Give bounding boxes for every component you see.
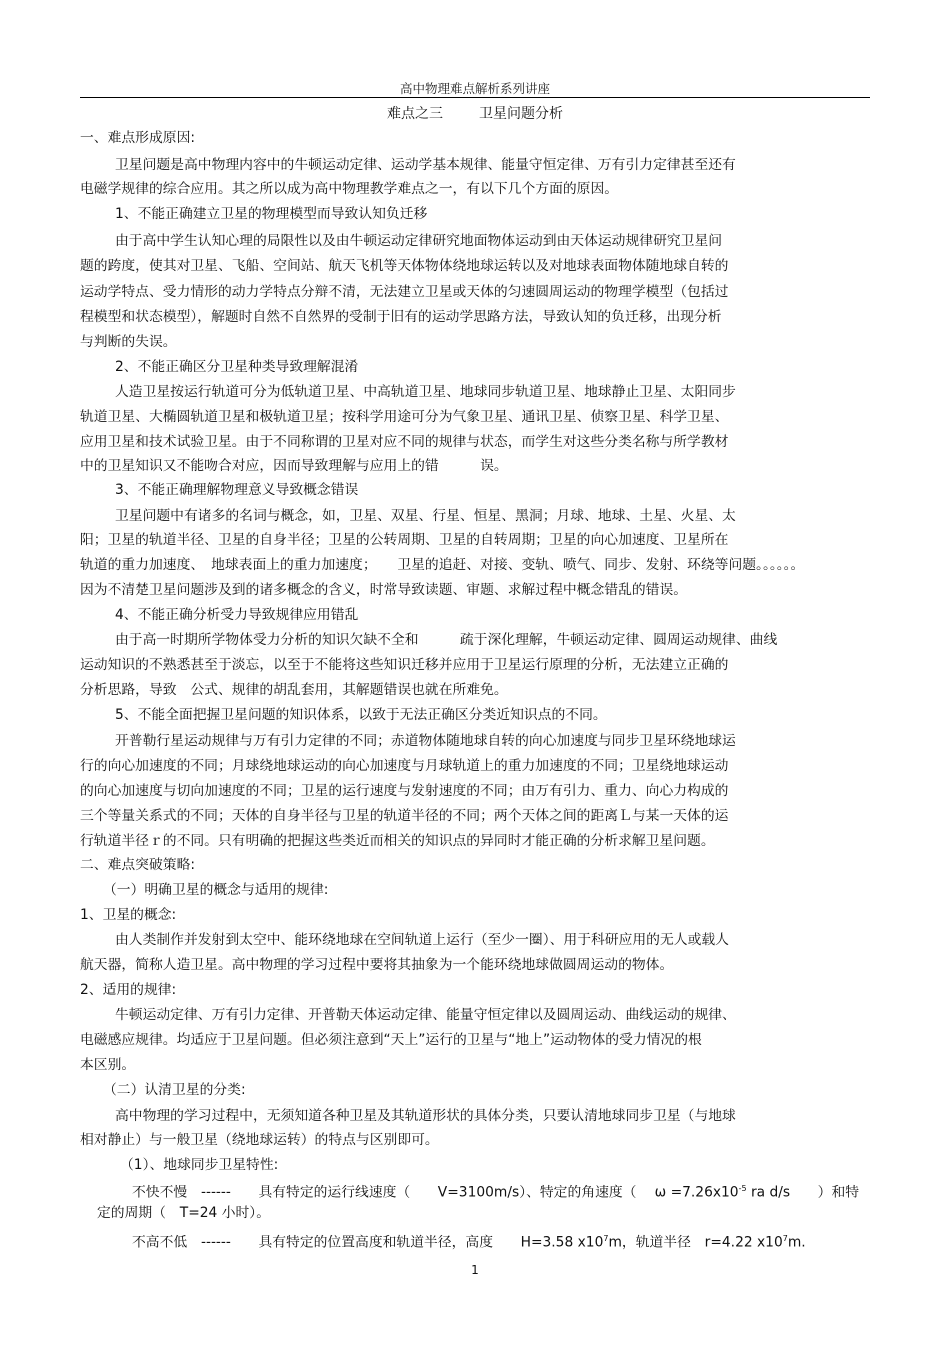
text-line: 分析思路，导致 公式、规律的胡乱套用，其解题错误也就在所难免。 [80,682,508,698]
text-line: 行轨道半径ｒ的不同。只有明确的把握这些类近而相关的知识点的异同时才能正确的分析求解卫星问题。 [80,833,715,849]
text-line: 行的向心加速度的不同；月球绕地球运动的向心加速度与月球轨道上的重力加速度的不同；卫星绕地球运动 [80,758,729,774]
text-line: 相对静止）与一般卫星（绕地球运转）的特点与区别即可。 [80,1132,439,1148]
text-line: 与判断的失误。 [80,334,177,350]
text-line: 卫星问题中有诸多的名词与概念，如，卫星、双星、行星、恒星、黑洞；月球、地球、土星、火星、太 [115,508,736,524]
text-line: 1、卫星的概念: [80,907,177,923]
text-line: 卫星问题是高中物理内容中的牛顿运动定律、运动学基本规律、能量守恒定律、万有引力定律甚至还有 [115,157,736,173]
text-line: 1、不能正确建立卫星的物理模型而导致认知负迁移 [115,206,428,222]
text-line: 二、难点突破策略: [80,857,196,873]
text-line: 3、不能正确理解物理意义导致概念错误 [115,482,359,498]
text-line: 人造卫星按运行轨道可分为低轨道卫星、中高轨道卫星、地球同步轨道卫星、地球静止卫星、太阳同步 [115,384,736,400]
text-line: 4、不能正确分析受力导致规律应用错乱 [115,607,359,623]
text-line: 本区别。 [80,1057,136,1073]
title-part1: 难点之三 [387,106,443,122]
text-line: 运动学特点、受力情形的动力学特点分辩不清，无法建立卫星或天体的匀速圆周运动的物理学模型（包括过 [80,284,729,300]
text-line: 由于高一时期所学物体受力分析的知识欠缺不全和 疏于深化理解，牛顿运动定律、圆周运动规律、曲线 [115,632,778,648]
text-line: 轨道卫星、大椭圆轨道卫星和极轨道卫星；按科学用途可分为气象卫星、通讯卫星、侦察卫星、科学卫星、 [80,409,729,425]
text-line: 开普勒行星运动规律与万有引力定律的不同；赤道物体随地球自转的向心加速度与同步卫星环绕地球运 [115,733,736,749]
text-line: 电磁感应规律。均适应于卫星问题。但必须注意到“天上”运行的卫星与“地上”运动物体的受力情况的根 [80,1032,702,1048]
formula-line-period: 定的周期（ T=24 小时）。 [97,1205,270,1221]
text-line: 电磁学规律的综合应用。其之所以成为高中物理教学难点之一，有以下几个方面的原因。 [80,181,619,197]
formula-line-speed: 不快不慢 ------ 具有特定的运行线速度（ V=3100m/s）、特定的角速度（ $\omega =7.26x10^{-5}$ ra d/s ）和特 [132,1184,860,1201]
text-line: 由人类制作并发射到太空中、能环绕地球在空间轨道上运行（至少一圈）、用于科研应用的无人或载人 [115,932,729,948]
text-line: （二）认清卫星的分类: [103,1082,246,1098]
running-header: 高中物理难点解析系列讲座 [399,81,550,96]
text-line: 阳；卫星的轨道半径、卫星的自身半径；卫星的公转周期、卫星的自转周期；卫星的向心加速度、卫星所在 [80,532,729,548]
text-line: 轨道的重力加速度、 地球表面上的重力加速度； 卫星的追赶、对接、变轨、喷气、同步、发射、环绕等问题。。。。。。 [80,557,805,573]
text-line: 高中物理的学习过程中，无须知道各种卫星及其轨道形状的具体分类，只要认清地球同步卫星（与地球 [115,1108,736,1124]
text-line: 三个等量关系式的不同；天体的自身半径与卫星的轨道半径的不同；两个天体之间的距离Ｌ与某一天体的运 [80,808,729,824]
text-line: 的向心加速度与切向加速度的不同；卫星的运行速度与发射速度的不同；由万有引力、重力、向心力构成的 [80,783,729,799]
text-line: 中的卫星知识又不能吻合对应，因而导致理解与应用上的错 误。 [80,458,508,474]
header-rule [80,97,870,98]
text-line: 题的跨度，使其对卫星、飞船、空间站、航天飞机等天体物体绕地球运转以及对地球表面物体随地球自转的 [80,258,729,274]
text-line: 由于高中学生认知心理的局限性以及由牛顿运动定律研究地面物体运动到由天体运动规律研究卫星问 [115,233,723,249]
document-title [80,103,870,123]
text-line: 因为不清楚卫星问题涉及到的诸多概念的含义，时常导致读题、审题、求解过程中概念错乱的错误。 [80,582,688,598]
text-line: 运动知识的不熟悉甚至于淡忘，以至于不能将这些知识迁移并应用于卫星运行原理的分析，无法建立正确的 [80,657,729,673]
text-line: （一）明确卫星的概念与适用的规律: [103,882,329,898]
text-line: 航天器，简称人造卫星。高中物理的学习过程中要将其抽象为一个能环绕地球做圆周运动的物体。 [80,957,674,973]
text-line: 2、适用的规律: [80,982,177,998]
text-line: 2、不能正确区分卫星种类导致理解混淆 [115,359,359,375]
formula-line-height: 不高不低 ------ 具有特定的位置高度和轨道半径，高度 H=3.58 $x10^7m$，轨道半径 r=4.22 $x10^7m$. [132,1234,806,1251]
text-line: 一、难点形成原因: [80,130,196,146]
page-number: 1 [471,1263,479,1277]
text-line: 5、不能全面把握卫星问题的知识体系，以致于无法正确区分类近知识点的不同。 [115,707,607,723]
title-part2: 卫星问题分析 [479,106,563,122]
text-line: 牛顿运动定律、万有引力定律、开普勒天体运动定律、能量守恒定律以及圆周运动、曲线运动的规律、 [115,1007,736,1023]
text-line: 应用卫星和技术试验卫星。由于不同称谓的卫星对应不同的规律与状态，而学生对这些分类名称与所学教材 [80,434,729,450]
text-line: 程模型和状态模型），解题时自然不自然界的受制于旧有的运动学思路方法，导致认知的负迁移，出现分析 [80,309,722,325]
text-line: （1）、地球同步卫星特性: [120,1157,279,1173]
